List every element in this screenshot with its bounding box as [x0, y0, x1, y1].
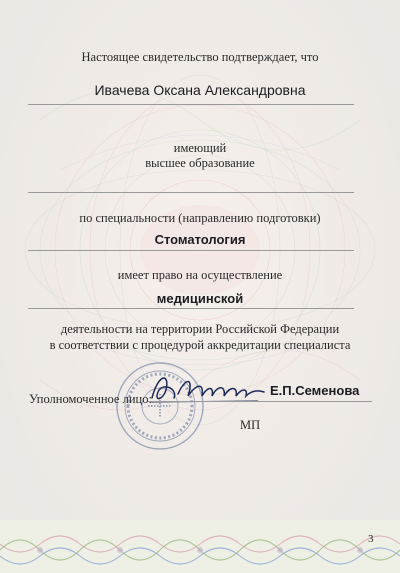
activity-type: медицинской [156, 291, 244, 306]
seal-place-mark: МП [240, 418, 261, 432]
activity-underline [28, 308, 354, 309]
specialty-value: Стоматология [154, 232, 246, 247]
activity-territory: деятельности на территории Российской Федерации [60, 322, 340, 336]
authorized-person-label: Уполномоченное лицо: [29, 392, 152, 406]
specialty-underline [28, 250, 354, 251]
signature-line [148, 401, 372, 402]
accreditation-procedure: в соответствии с процедурой аккредитации специалиста [49, 338, 351, 352]
holder-name: Ивачева Оксана Александровна [94, 82, 306, 98]
page-number: 3 [368, 533, 374, 545]
education-underline [28, 192, 354, 193]
certificate-header: Настоящее свидетельство подтверждает, что [81, 50, 319, 64]
decorative-floral-border [0, 520, 400, 573]
signer-name: Е.П.Семенова [270, 383, 360, 398]
holder-name-underline [28, 104, 354, 105]
having-label: имеющий [173, 141, 227, 155]
education-level: высшее образование [145, 156, 255, 170]
right-label: имеет право на осуществление [117, 268, 283, 282]
handwritten-signature [148, 368, 268, 408]
specialty-label: по специальности (направлению подготовки) [79, 211, 321, 225]
